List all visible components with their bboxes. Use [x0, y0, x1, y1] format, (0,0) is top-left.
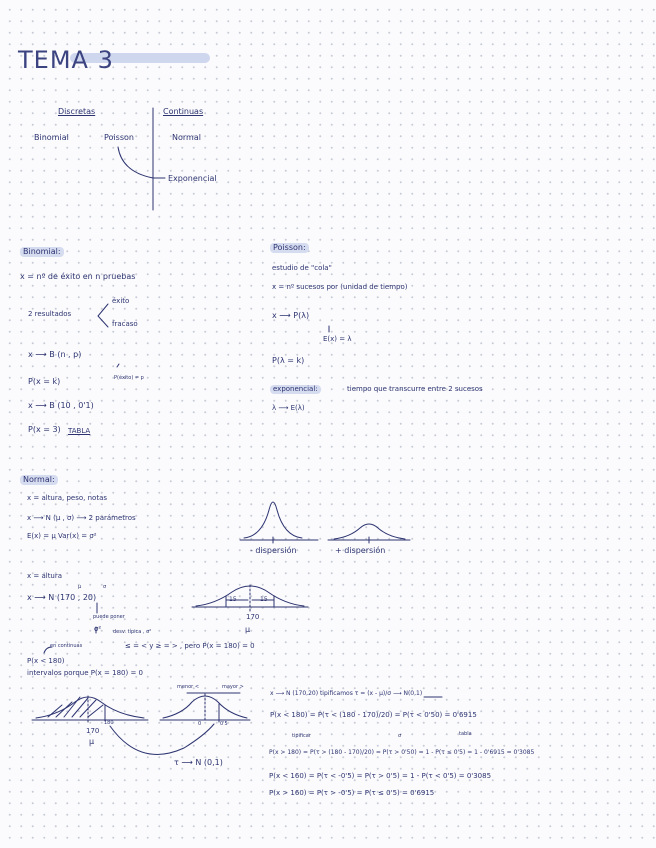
binomial-line-5: x ⟶ B (10 , 0'1) [28, 401, 94, 410]
menor-label: menor < [177, 684, 200, 690]
normal-line-8: desv. típica , σ² [113, 629, 152, 635]
binomial-line-6: P(x = 3) [28, 425, 61, 434]
tau-standard: τ ⟶ N (0,1) [174, 758, 223, 767]
mayor-label: mayor > [222, 684, 244, 690]
normal-line-10: P(x < 180) [27, 657, 65, 665]
normal-heading: Normal: [20, 475, 58, 485]
binomial-label: Binomial [34, 133, 69, 142]
mas-dispersion: + dispersión [335, 546, 386, 555]
continuas-note: en continuas [50, 643, 83, 649]
normal-line-1: x = altura, peso, notas [27, 494, 108, 502]
calc-sigma: σ [398, 733, 402, 739]
calc-row-1: x ⟶ N (170,20) tipificamos τ = (x - μ)/σ ⟶ N(0,1) [270, 690, 423, 697]
transform-arrow [110, 721, 214, 754]
poisson-line-2: x = nº sucesos por (unidad de tiempo) [272, 283, 408, 291]
calc-tabla: tabla [459, 731, 472, 737]
binomial-tabla: TABLA [68, 427, 91, 435]
poisson-line-4: E(x) = λ [323, 335, 352, 343]
poisson-heading: Poisson: [270, 243, 309, 253]
curve-170: 170 [246, 613, 260, 621]
normal-mu: μ [78, 584, 82, 590]
discretas-label: Discretas [58, 107, 96, 116]
calc-row-4: P(x < 160) = P(τ < -0'5) = P(τ > 0'5) = 1 - P(τ < 0'5) = 0'3085 [269, 772, 492, 780]
normal-line-6: puede poner [93, 614, 125, 620]
calc-row-5: P(x > 160) = P(τ > -0'5) = P(τ ≤ 0'5) = 0'6915 [269, 789, 435, 797]
binomial-heading: Binomial: [20, 247, 64, 257]
shaded-hatching [48, 697, 103, 717]
curve-15-left: 15 [229, 596, 237, 603]
poisson-line-1: estudio de "cola" [272, 264, 332, 272]
binomial-line-1: x = nº de éxito en n pruebas [20, 272, 136, 281]
normal-line-3: E(x) = μ Var(x) = σ² [27, 532, 97, 540]
normal-label: Normal [172, 133, 201, 142]
exponencial-heading: exponencial: [270, 385, 321, 394]
curve-0: 0 [198, 721, 202, 727]
curve-170-b: 170 [86, 727, 100, 735]
binomial-fracaso: fracaso [112, 320, 138, 328]
poisson-label: Poisson [104, 133, 134, 142]
calc-row-3: P(x > 180) = P(τ > (180 - 170)/20) = P(τ > 0'50) = 1 - P(τ ≤ 0'5) = 1 - 0'6915 = 0'3085 [269, 749, 535, 756]
exponencial-label: Exponencial [168, 174, 217, 183]
normal-line-9: ≤ = < y ≥ = > , pero P(x = 180) = 0 [125, 642, 255, 650]
outcome-brace [98, 304, 108, 327]
p-hat-mark [117, 364, 119, 367]
exponencial-line-1: λ ⟶ E(λ) [272, 404, 305, 412]
narrow-curve [244, 502, 302, 538]
normal-line-5: x ⟶ N (170 , 20) [27, 593, 97, 602]
wide-curve [334, 524, 405, 539]
curve-mu: μ [245, 625, 251, 634]
continuas-label: Continuas [163, 107, 204, 116]
curve-15-right: 15 [260, 596, 268, 603]
binomial-exito: éxito [112, 297, 130, 305]
normal-line-7: σ² [94, 625, 102, 633]
binomial-line-4b: P(éxito) = p [114, 375, 144, 381]
poisson-line-5: P(λ = k) [272, 356, 305, 365]
curve-180: 180 [104, 720, 114, 726]
normal-line-11: intervalos porque P(x = 180) = 0 [27, 669, 144, 677]
binomial-line-4: P(x = k) [28, 377, 61, 386]
calc-row-2: P(x < 180) = P(τ < (180 - 170)/20) = P(τ < 0'50) = 0'6915 [270, 711, 477, 719]
calc-tipificar: tipificar [292, 733, 311, 739]
normal-sigma: σ [103, 584, 107, 590]
curve-mu-b: μ [89, 737, 95, 746]
binomial-line-2: 2 resultados [28, 310, 72, 318]
page-title: TEMA 3 [18, 46, 114, 74]
curve-05: 0'5 [220, 721, 228, 727]
continuas-arrow [44, 647, 52, 653]
poisson-exponencial-link [118, 147, 153, 178]
poisson-line-3: x ⟶ P(λ) [272, 311, 310, 320]
menos-dispersion: - dispersión [250, 546, 297, 555]
normal-line-2: x ⟶ N (μ , σ) ⟶ 2 parámetros [27, 514, 136, 522]
normal-line-4: x = altura [27, 572, 63, 580]
binomial-line-3: x ⟶ B (n , p) [28, 350, 82, 359]
exponencial-desc: tiempo que transcurre entre 2 sucesos [347, 385, 483, 393]
